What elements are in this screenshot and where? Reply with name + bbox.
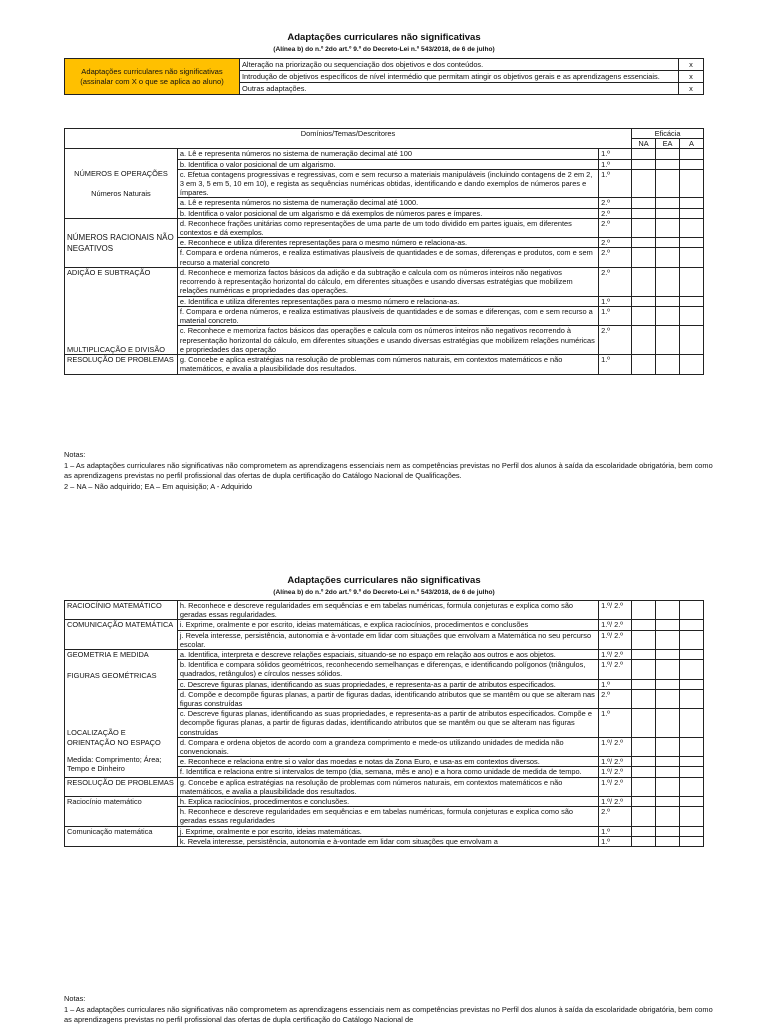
domain-label: RESOLUÇÃO DE PROBLEMAS	[65, 777, 178, 796]
domain-label: Medida: Comprimento; Área; Tempo e Dinheiro	[67, 754, 162, 774]
domain-label: GEOMETRIA E MEDIDA	[67, 650, 149, 660]
efficacy-a-cell[interactable]	[679, 218, 703, 237]
year-cell: 1.º	[599, 826, 632, 836]
note-1: 1 – As adaptações curriculares não significativas não comprometem as aprendizagens essenciais nem as competências previstas no Perfil dos alunos à saída da escolaridade obrigatória, bem como as aprendizagens previstas no perfil profissional das ofertas de dupla certificação do Catálogo Nacional de	[64, 1004, 713, 1025]
domain-cell	[65, 650, 178, 778]
descriptor-text: e. Reconhece e utiliza diferentes representações para o mesmo número e relaciona-as.	[177, 238, 598, 248]
efficacy-na-cell[interactable]	[632, 630, 656, 649]
efficacy-a-cell[interactable]	[679, 208, 703, 218]
efficacy-na-cell[interactable]	[632, 650, 656, 660]
domain-sublabel: Números Naturais	[91, 188, 151, 198]
year-cell: 2.º	[599, 238, 632, 248]
efficacy-ea-cell[interactable]	[656, 267, 680, 296]
efficacy-ea-cell[interactable]	[656, 198, 680, 208]
descriptor-text: d. Reconhece frações unitárias como representações de uma parte de um todo dividido em partes iguais, em diferentes contextos e dá exemplos.	[177, 218, 598, 237]
efficacy-ea-cell[interactable]	[656, 679, 680, 689]
efficacy-a-cell[interactable]	[679, 326, 703, 355]
adaptations-label: Adaptações curriculares não significativas (assinalar com X o que se aplica ao aluno)	[65, 59, 240, 95]
adaptation-checkmark[interactable]: x	[679, 59, 704, 71]
descriptor-text: c. Descreve figuras planas, identificando as suas propriedades, e representa-as a partir de atributos especificados.	[177, 679, 598, 689]
efficacy-na-cell[interactable]	[632, 826, 656, 836]
efficacy-a-cell[interactable]	[680, 737, 704, 756]
year-cell: 1.º	[599, 679, 632, 689]
efficacy-ea-cell[interactable]	[656, 218, 680, 237]
descriptor-text: a. Lê e representa números no sistema de numeração decimal até 1000.	[177, 198, 598, 208]
descriptor-text: a. Lê e representa números no sistema de numeração decimal até 100	[177, 149, 598, 159]
domain-label: COMUNICAÇÃO MATEMÁTICA	[65, 620, 178, 650]
year-cell: 1.º	[599, 836, 632, 846]
descriptors-table	[64, 128, 704, 375]
descriptor-text: b. Identifica e compara sólidos geométricos, reconhecendo semelhanças e diferenças, e identificando polígonos (triângulos, quadrados, retângulos) e círculos nesses sólidos.	[177, 660, 598, 679]
efficacy-a-cell[interactable]	[680, 689, 704, 708]
efficacy-a-cell[interactable]	[680, 826, 704, 836]
efficacy-na-cell[interactable]	[632, 836, 656, 846]
domain-label: NÚMEROS E OPERAÇÕES	[74, 169, 168, 179]
descriptor-text: j. Exprime, oralmente e por escrito, ideias matemáticas.	[177, 826, 598, 836]
year-cell: 2.º	[599, 807, 632, 826]
year-cell: 1.º/ 2.º	[599, 797, 632, 807]
efficacy-ea-cell[interactable]	[656, 601, 680, 620]
adaptation-option-text: Outras adaptações.	[240, 83, 679, 95]
notes-title: Notas:	[64, 994, 86, 1003]
year-cell: 1.º/ 2.º	[599, 737, 632, 756]
descriptor-text: f. Compara e ordena números, e realiza estimativas plausíveis de quantidades e de somas e diferenças, com e sem recurso a material concreto.	[177, 306, 598, 326]
year-cell: 1.º/ 2.º	[599, 620, 632, 630]
efficacy-a-cell[interactable]	[680, 679, 704, 689]
descriptor-text: f. Identifica e relaciona entre si intervalos de tempo (dia, semana, mês e ano) e a hora como unidade de medida de tempo.	[177, 767, 598, 777]
page2-subtitle: (Alínea b) do n.º 2do art.º 9.º do Decreto-Lei n.º 543/2018, de 6 de julho)	[273, 589, 495, 596]
efficacy-na-cell[interactable]	[632, 709, 656, 738]
descriptor-text: c. Efetua contagens progressivas e regressivas, com e sem recurso a materiais manipuláveis (incluindo contagens de 2 em 2, 3 em 3, 5 em 5, 10 em 10), e regista as sequências numéricas obtidas, identificando e dando exemplos de números pares e ímpares.	[177, 169, 598, 198]
descriptor-text: a. Identifica, interpreta e descreve relações espaciais, situando-se no espaço em relação aos outros e aos objetos.	[177, 650, 598, 660]
efficacy-ea-cell[interactable]	[656, 689, 680, 708]
descriptor-text: h. Explica raciocínios, procedimentos e conclusões.	[177, 797, 598, 807]
efficacy-na-cell[interactable]	[632, 620, 656, 630]
year-cell: 1.º	[599, 296, 632, 306]
domain-label: RACIOCÍNIO MATEMÁTICO	[65, 601, 178, 620]
year-cell: 1.º	[599, 709, 632, 738]
adaptation-option-text: Alteração na priorização ou sequenciação dos objetivos e dos conteúdos.	[240, 59, 679, 71]
efficacy-a-cell[interactable]	[679, 159, 703, 169]
year-cell: 1.º/ 2.º	[599, 777, 632, 796]
efficacy-header: Eficácia	[632, 129, 704, 139]
efficacy-na-cell[interactable]	[632, 797, 656, 807]
table-header: Domínios/Temas/Descritores	[65, 129, 632, 149]
efficacy-na-cell[interactable]	[632, 198, 656, 208]
efficacy-ea-cell[interactable]	[656, 169, 680, 198]
efficacy-ea-cell[interactable]	[656, 208, 680, 218]
efficacy-na-cell[interactable]	[632, 218, 656, 237]
year-cell: 2.º	[599, 218, 632, 237]
descriptor-text: c. Reconhece e memoriza factos básicos das operações e calcula com os números inteiros não negativos recorrendo à representação horizontal do cálculo, em diferentes situações e usando diversas estratégias que mobilizem relações numéricas e propriedades das operação	[177, 326, 598, 355]
efficacy-a-cell[interactable]	[680, 601, 704, 620]
efficacy-ea-cell[interactable]	[656, 757, 680, 767]
domain-label: NÚMEROS RACIONAIS NÃO NEGATIVOS	[65, 218, 178, 267]
note-2: 2 – NA – Não adquirido; EA – Em aquisição; A - Adquirido	[64, 481, 253, 491]
adaptations-table	[64, 58, 704, 95]
descriptor-text: k. Revela interesse, persistência, autonomia e à-vontade em lidar com situações que envolvam a	[177, 836, 598, 846]
notes-block-2	[64, 994, 714, 1026]
efficacy-na-cell[interactable]	[632, 355, 656, 374]
efficacy-ea-cell[interactable]	[656, 238, 680, 248]
descriptor-text: c. Descreve figuras planas, identificando as suas propriedades, e representa-as a partir de atributos especificados. Compõe e decompõe figuras planas, a partir de figuras dadas, identificando atributos que se mantêm ou que se alteram nas figuras construídas	[177, 709, 598, 738]
year-cell: 2.º	[599, 267, 632, 296]
descriptor-text: f. Compara e ordena números, e realiza estimativas plausíveis de quantidades e de somas, diferenças e produtos, com e sem recurso a material concreto	[177, 248, 598, 267]
efficacy-na-cell[interactable]	[632, 679, 656, 689]
efficacy-a-cell[interactable]	[680, 630, 704, 649]
efficacy-a-cell[interactable]	[680, 620, 704, 630]
efficacy-a-cell[interactable]	[679, 238, 703, 248]
domain-cell	[65, 149, 178, 218]
efficacy-ea-cell[interactable]	[656, 306, 680, 326]
efficacy-na-cell[interactable]	[632, 296, 656, 306]
descriptor-text: e. Reconhece e relaciona entre si o valor das moedas e notas da Zona Euro, e usa-as em contextos diversos.	[177, 757, 598, 767]
year-cell: 2.º	[599, 208, 632, 218]
efficacy-ea-cell[interactable]	[656, 797, 680, 807]
efficacy-na-cell[interactable]	[632, 169, 656, 198]
descriptor-text: h. Reconhece e descreve regularidades em sequências e em tabelas numéricas, formula conjeturas e explica como são geradas essas regularidades.	[177, 601, 598, 620]
notes-block	[64, 450, 714, 492]
year-cell: 1.º/ 2.º	[599, 650, 632, 660]
efficacy-ea-cell[interactable]	[656, 777, 680, 796]
efficacy-a-cell[interactable]	[680, 836, 704, 846]
domain-cell	[65, 267, 178, 354]
efficacy-a-cell[interactable]	[680, 807, 704, 826]
efficacy-col-ea: EA	[656, 139, 680, 149]
efficacy-ea-cell[interactable]	[656, 660, 680, 679]
year-cell: 1.º/ 2.º	[599, 630, 632, 649]
efficacy-a-cell[interactable]	[680, 777, 704, 796]
adaptation-checkmark[interactable]: x	[679, 83, 704, 95]
efficacy-a-cell[interactable]	[680, 660, 704, 679]
efficacy-na-cell[interactable]	[632, 767, 656, 777]
efficacy-a-cell[interactable]	[680, 757, 704, 767]
year-cell: 1.º/ 2.º	[599, 601, 632, 620]
efficacy-ea-cell[interactable]	[656, 149, 680, 159]
efficacy-ea-cell[interactable]	[656, 159, 680, 169]
domain-label: MULTIPLICAÇÃO E DIVISÃO	[67, 345, 166, 355]
year-cell: 1.º/ 2.º	[599, 757, 632, 767]
descriptor-text: b. Identifica o valor posicional de um algarismo e dá exemplos de números pares e ímpares.	[177, 208, 598, 218]
efficacy-col-na: NA	[632, 139, 656, 149]
page1-subtitle: (Alínea b) do n.º 2do art.º 9.º do Decreto-Lei n.º 543/2018, de 6 de julho)	[273, 46, 495, 53]
year-cell: 1.º	[599, 355, 632, 374]
page2-title: Adaptações curriculares não significativas	[287, 575, 481, 586]
descriptor-text: g. Concebe e aplica estratégias na resolução de problemas com números naturais, em contextos matemáticos e não matemáticos, e avalia a plausibilidade dos resultados.	[177, 777, 598, 796]
efficacy-a-cell[interactable]	[680, 650, 704, 660]
year-cell: 1.º/ 2.º	[599, 660, 632, 679]
efficacy-na-cell[interactable]	[632, 149, 656, 159]
efficacy-a-cell[interactable]	[679, 169, 703, 198]
page1-title: Adaptações curriculares não significativas	[287, 32, 481, 43]
descriptor-text: d. Reconhece e memoriza factos básicos da adição e da subtração e calcula com os números inteiros não negativos recorrendo à representação horizontal do cálculo, em diferentes situações e usando diversas estratégias que mobilizem relações numéricas e propriedades das operações.	[177, 267, 598, 296]
efficacy-na-cell[interactable]	[632, 757, 656, 767]
domain-label: Raciocínio matemático	[65, 797, 178, 827]
adaptation-option-text: Introdução de objetivos específicos de nível intermédio que permitam atingir os objetivos gerais e as aprendizagens essenciais.	[240, 71, 679, 83]
domain-label: RESOLUÇÃO DE PROBLEMAS	[65, 355, 178, 374]
efficacy-a-cell[interactable]	[679, 296, 703, 306]
efficacy-a-cell[interactable]	[679, 267, 703, 296]
descriptor-text: d. Compara e ordena objetos de acordo com a grandeza comprimento e mede-os utilizando unidades de medida não convencionais.	[177, 737, 598, 756]
efficacy-na-cell[interactable]	[632, 238, 656, 248]
efficacy-a-cell[interactable]	[680, 767, 704, 777]
efficacy-ea-cell[interactable]	[656, 630, 680, 649]
efficacy-a-cell[interactable]	[679, 198, 703, 208]
year-cell: 1.º	[599, 149, 632, 159]
efficacy-na-cell[interactable]	[632, 326, 656, 355]
domain-label: ADIÇÃO E SUBTRAÇÃO	[67, 267, 151, 277]
notes-title: Notas:	[64, 450, 86, 459]
year-cell: 2.º	[599, 248, 632, 267]
efficacy-a-cell[interactable]	[679, 306, 703, 326]
efficacy-col-a: A	[679, 139, 703, 149]
efficacy-na-cell[interactable]	[632, 208, 656, 218]
efficacy-na-cell[interactable]	[632, 737, 656, 756]
descriptor-text: j. Revela interesse, persistência, autonomia e à-vontade em lidar com situações que envolvam a Matemática no seu percurso escolar.	[177, 630, 598, 649]
efficacy-ea-cell[interactable]	[656, 650, 680, 660]
efficacy-na-cell[interactable]	[632, 159, 656, 169]
domain-label: Comunicação matemática	[65, 826, 178, 846]
efficacy-ea-cell[interactable]	[656, 326, 680, 355]
year-cell: 1.º	[599, 169, 632, 198]
descriptor-text: d. Compõe e decompõe figuras planas, a partir de figuras dadas, identificando atributos que se mantêm ou que se alteram nas figuras construídas	[177, 689, 598, 708]
domain-label: LOCALIZAÇÃO E ORIENTAÇÃO NO ESPAÇO	[67, 728, 161, 747]
year-cell: 2.º	[599, 689, 632, 708]
efficacy-ea-cell[interactable]	[656, 620, 680, 630]
efficacy-ea-cell[interactable]	[656, 737, 680, 756]
efficacy-ea-cell[interactable]	[656, 836, 680, 846]
descriptors-table-2	[64, 600, 704, 847]
year-cell: 1.º/ 2.º	[599, 767, 632, 777]
efficacy-na-cell[interactable]	[632, 601, 656, 620]
efficacy-a-cell[interactable]	[680, 797, 704, 807]
descriptor-text: e. Identifica e utiliza diferentes representações para o mesmo número e relaciona-as.	[177, 296, 598, 306]
efficacy-na-cell[interactable]	[632, 660, 656, 679]
efficacy-ea-cell[interactable]	[656, 296, 680, 306]
efficacy-na-cell[interactable]	[632, 248, 656, 267]
efficacy-ea-cell[interactable]	[656, 709, 680, 738]
efficacy-ea-cell[interactable]	[656, 807, 680, 826]
efficacy-ea-cell[interactable]	[656, 248, 680, 267]
descriptor-text: h. Reconhece e descreve regularidades em sequências e em tabelas numéricas, formula conjeturas e explica como são geradas essas regularidades	[177, 807, 598, 826]
year-cell: 1.º	[599, 306, 632, 326]
adaptation-checkmark[interactable]: x	[679, 71, 704, 83]
descriptor-text: b. Identifica o valor posicional de um algarismo.	[177, 159, 598, 169]
efficacy-na-cell[interactable]	[632, 689, 656, 708]
efficacy-a-cell[interactable]	[679, 149, 703, 159]
efficacy-a-cell[interactable]	[680, 709, 704, 738]
descriptor-text: g. Concebe e aplica estratégias na resolução de problemas com números naturais, em contextos matemáticos e não matemáticos, e avalia a plausibilidade dos resultados.	[177, 355, 598, 374]
year-cell: 2.º	[599, 198, 632, 208]
efficacy-ea-cell[interactable]	[656, 826, 680, 836]
note-1: 1 – As adaptações curriculares não significativas não comprometem as aprendizagens essenciais nem as competências previstas no Perfil dos alunos à saída da escolaridade obrigatória, bem como as aprendizagens previstas no perfil profissional das ofertas de dupla certificação do Catálogo Nacional de Qualificações.	[64, 460, 713, 481]
efficacy-na-cell[interactable]	[632, 267, 656, 296]
efficacy-ea-cell[interactable]	[656, 767, 680, 777]
year-cell: 2.º	[599, 326, 632, 355]
domain-label: FIGURAS GEOMÉTRICAS	[67, 671, 157, 681]
descriptor-text: i. Exprime, oralmente e por escrito, ideias matemáticas, e explica raciocínios, procedimentos e conclusões	[177, 620, 598, 630]
efficacy-ea-cell[interactable]	[656, 355, 680, 374]
efficacy-na-cell[interactable]	[632, 306, 656, 326]
efficacy-a-cell[interactable]	[679, 248, 703, 267]
efficacy-na-cell[interactable]	[632, 777, 656, 796]
efficacy-a-cell[interactable]	[679, 355, 703, 374]
year-cell: 1.º	[599, 159, 632, 169]
efficacy-na-cell[interactable]	[632, 807, 656, 826]
